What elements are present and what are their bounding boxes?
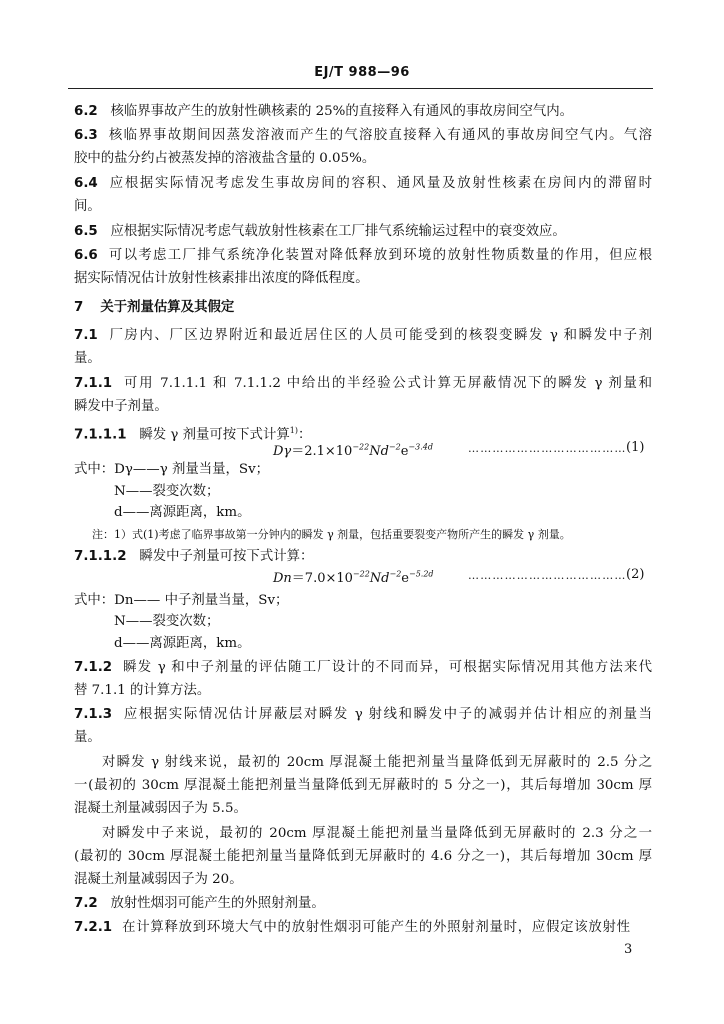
neutron-shielding-para-cont: (最初的 30cm 厚混凝土能把剂量当量降低到无屏蔽时的 4.6 分之一)，其后每增加 30cm 厚 — [74, 849, 652, 864]
formula-exp: −2 — [388, 442, 401, 452]
clause-text: 放射性烟羽可能产生的外照射剂量。 — [110, 896, 325, 911]
formula-2-def-N: N——裂变次数； — [114, 614, 220, 629]
footnote: 注：1）式(1)考虑了临界事故第一分钟内的瞬发 γ 剂量，包括重要裂变产物所产生的瞬发 γ 剂量。 — [92, 528, 571, 541]
clause-text: 瞬发中子剂量可按下式计算： — [139, 549, 314, 564]
clause-7-1-1 — [74, 376, 652, 392]
neutron-shielding-para-end: 混凝土剂量减弱因子为 20。 — [74, 872, 243, 887]
section-title: 关于剂量估算及其假定 — [100, 300, 235, 315]
formula-2 — [273, 567, 434, 586]
formula-e: e — [401, 571, 409, 586]
formula-exp: −22 — [352, 569, 370, 579]
clause-number: 7.1.2 — [74, 660, 113, 675]
clause-text: 应根据实际情况估计屏蔽层对瞬发 γ 射线和瞬发中子的减弱并估计相应的剂量当 — [123, 707, 652, 722]
clause-number: 6.6 — [74, 248, 98, 263]
formula-lhs: Dγ — [273, 444, 292, 459]
clause-7-2 — [74, 896, 652, 912]
gamma-shielding-para-end: 混凝土剂量减弱因子为 5.5。 — [74, 801, 247, 816]
header-rule — [68, 88, 653, 89]
clause-7-1-1-2 — [74, 549, 652, 565]
formula-exp: −5.2d — [409, 569, 434, 579]
clause-number: 7.1 — [74, 328, 98, 343]
equation-number: (1) — [626, 440, 645, 455]
footnote-ref: 1) — [289, 426, 298, 435]
clause-number: 6.2 — [74, 104, 98, 119]
clause-colon: ： — [297, 427, 312, 443]
clause-6-5 — [74, 224, 652, 240]
clause-6-6-cont: 据实际情况估计放射性核素排出浓度的降低程度。 — [74, 271, 369, 286]
page-number: 3 — [624, 942, 633, 957]
standard-code-header: EJ/T 988—96 — [314, 65, 410, 80]
clause-6-3 — [74, 128, 652, 144]
clause-number: 6.3 — [74, 128, 98, 143]
formula-1-where: 式中：Dγ——γ 剂量当量，Sv； — [74, 462, 270, 477]
clause-number: 7.2.1 — [74, 920, 113, 935]
formula-1 — [273, 440, 433, 459]
formula-exp: −2 — [389, 569, 402, 579]
section-number: 7 — [74, 300, 84, 315]
formula-exp: −3.4d — [408, 442, 433, 452]
clause-number: 7.1.1.2 — [74, 549, 127, 564]
formula-1-def-d: d——离源距离，km。 — [114, 505, 251, 520]
clause-number: 7.1.1.1 — [74, 427, 127, 443]
equation-number: (2) — [626, 567, 645, 582]
clause-7-1-2-cont: 替 7.1.1 的计算方法。 — [74, 683, 211, 698]
clause-number: 7.1.1 — [74, 376, 113, 391]
formula-exp: −22 — [352, 442, 370, 452]
formula-mid: Nd — [369, 444, 389, 459]
clause-number: 6.4 — [74, 176, 98, 191]
formula-e: e — [400, 444, 409, 459]
clause-6-4-cont: 间。 — [74, 199, 101, 214]
clause-text: 核临界事故期间因蒸发溶液而产生的气溶胶直接释入有通风的事故房间空气内。气溶 — [108, 128, 653, 143]
clause-number: 7.2 — [74, 896, 98, 911]
formula-2-where: 式中：Dn—— 中子剂量当量，Sv； — [74, 593, 289, 608]
formula-mid: Nd — [369, 571, 390, 586]
formula-1-def-N: N——裂变次数； — [114, 484, 220, 499]
neutron-shielding-para: 对瞬发中子来说，最初的 20cm 厚混凝土能把剂量当量降低到无屏蔽时的 2.3 分之一 — [102, 826, 652, 841]
clause-7-1-2 — [74, 660, 652, 676]
clause-text: 瞬发 γ 剂量可按下式计算 — [139, 427, 290, 443]
clause-text: 厂房内、厂区边界附近和最近居住区的人员可能受到的核裂变瞬发 γ 和瞬发中子剂 — [109, 328, 652, 343]
formula-eq: ＝2.1×10 — [291, 444, 353, 459]
clause-6-4 — [74, 176, 652, 192]
formula-lhs: Dn — [273, 571, 292, 586]
clause-text: 应根据实际情况考虑气载放射性核素在工厂排气系统输运过程中的衰变效应。 — [110, 224, 566, 239]
gamma-shielding-para: 对瞬发 γ 射线来说，最初的 20cm 厚混凝土能把剂量当量降低到无屏蔽时的 2.5 分之 — [102, 755, 652, 770]
clause-number: 6.5 — [74, 224, 98, 239]
clause-text: 可以考虑工厂排气系统净化装置对降低释放到环境的放射性物质数量的作用，但应根 — [108, 248, 653, 263]
clause-text: 在计算释放到环境大气中的放射性烟羽可能产生的外照射剂量时，应假定该放射性 — [122, 920, 631, 935]
clause-text: 瞬发 γ 和中子剂量的评估随工厂设计的不同而异，可根据实际情况用其他方法来代 — [123, 660, 653, 675]
clause-7-2-1 — [74, 920, 630, 936]
clause-7-1-1-cont: 瞬发中子剂量。 — [74, 399, 168, 414]
clause-7-1-3 — [74, 707, 652, 723]
clause-text: 可用 7.1.1.1 和 7.1.1.2 中给出的半经验公式计算无屏蔽情况下的瞬发 γ 剂量和 — [124, 376, 652, 391]
leader-dots: ………………………………… — [468, 442, 627, 455]
clause-6-6 — [74, 248, 652, 264]
clause-text: 应根据实际情况考虑发生事故房间的容积、通风量及放射性核素在房间内的滞留时 — [109, 176, 653, 191]
section-7-heading — [74, 300, 652, 316]
clause-6-2 — [74, 104, 652, 120]
formula-2-def-d: d——离源距离，km。 — [114, 636, 251, 651]
leader-dots: ………………………………… — [468, 569, 627, 582]
clause-7-1 — [74, 328, 652, 344]
gamma-shielding-para-cont: 一(最初的 30cm 厚混凝土能把剂量当量降低到无屏蔽时的 5 分之一)，其后每增加 30cm 厚 — [74, 778, 652, 793]
clause-number: 7.1.3 — [74, 707, 113, 722]
clause-7-1-cont: 量。 — [74, 351, 101, 366]
clause-6-3-cont: 胶中的盐分约占被蒸发掉的溶液盐含量的 0.05%。 — [74, 151, 376, 166]
clause-7-1-3-cont: 量。 — [74, 730, 101, 745]
formula-eq: ＝7.0×10 — [291, 571, 353, 586]
clause-text: 核临界事故产生的放射性碘核素的 25%的直接释入有通风的事故房间空气内。 — [110, 104, 574, 119]
